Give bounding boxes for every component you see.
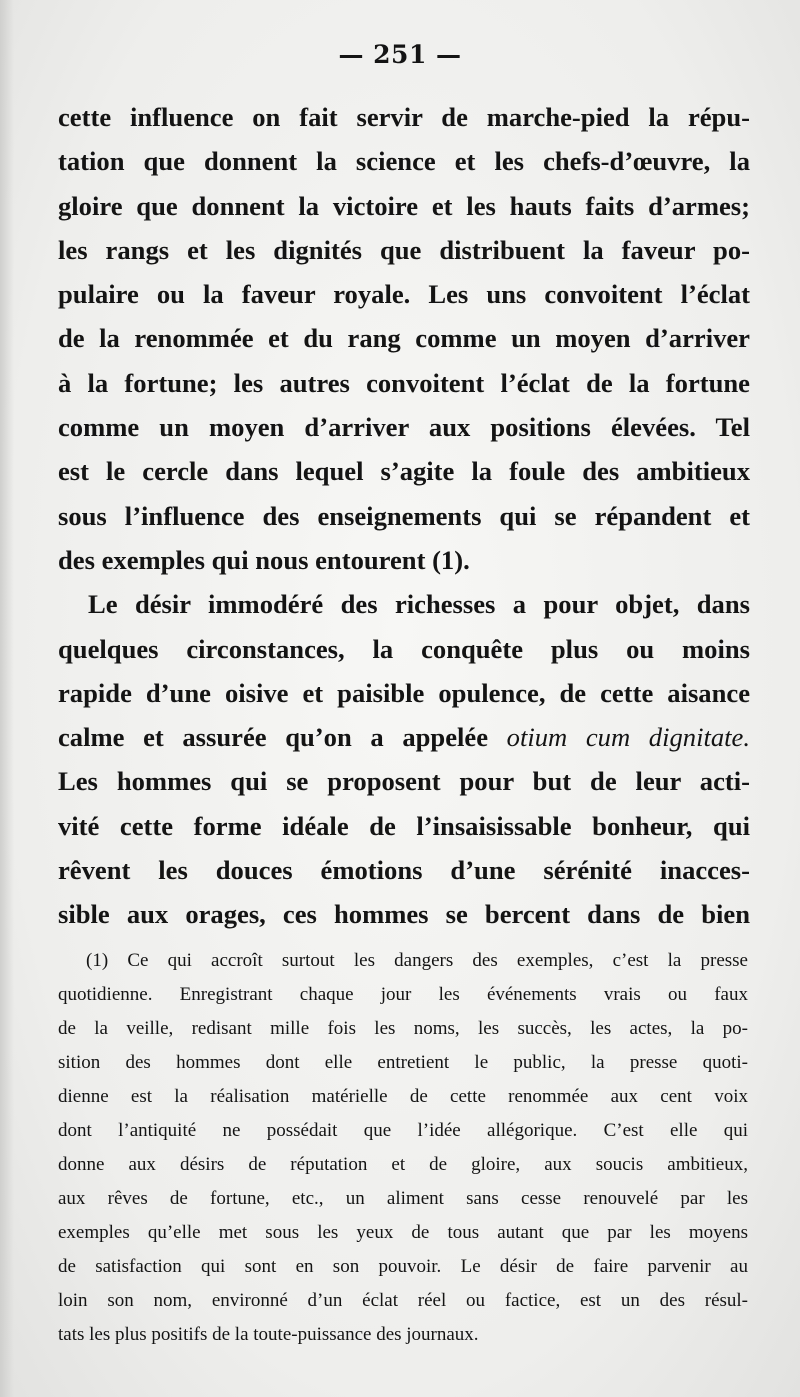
footnote-line: sition des hommes dont elle entretient le public, la presse quoti- bbox=[58, 1052, 748, 1073]
footnote-line: (1) Ce qui accroît surtout les dangers des exemples, c’est la presse bbox=[86, 950, 748, 971]
page-number: — 251 — bbox=[338, 40, 462, 69]
text-line: les rangs et les dignités que distribuent la faveur po- bbox=[58, 234, 750, 265]
text-line: vité cette forme idéale de l’insaisissable bonheur, qui bbox=[58, 810, 750, 841]
text-segment: calme et assurée qu’on a appelée bbox=[58, 722, 507, 753]
page-gutter-shadow bbox=[0, 0, 14, 1397]
italic-latin-phrase: otium cum dignitate. bbox=[506, 722, 750, 753]
text-line: Le désir immodéré des richesses a pour objet, dans bbox=[88, 589, 750, 620]
main-text bbox=[58, 95, 750, 937]
text-line-with-italic bbox=[58, 715, 750, 759]
footnote-line: aux rêves de fortune, etc., un aliment sans cesse renouvelé par les bbox=[58, 1188, 748, 1209]
footnote-line: loin son nom, environné d’un éclat réel ou factice, est un des résul- bbox=[58, 1290, 748, 1311]
text-line: quelques circonstances, la conquête plus ou moins bbox=[58, 633, 750, 664]
text-line: à la fortune; les autres convoitent l’éclat de la fortune bbox=[58, 367, 750, 398]
footnote-line: donne aux désirs de réputation et de gloire, aux soucis ambitieux, bbox=[58, 1154, 748, 1175]
text-line: sous l’influence des enseignements qui se répandent et bbox=[58, 500, 750, 531]
text-line: de la renommée et du rang comme un moyen d’arriver bbox=[58, 323, 750, 354]
text-line: rapide d’une oisive et paisible opulence, de cette aisance bbox=[58, 677, 750, 708]
text-line: est le cercle dans lequel s’agite la foule des ambitieux bbox=[58, 456, 750, 487]
footnote bbox=[58, 944, 748, 1352]
footnote-line: de la veille, redisant mille fois les noms, les succès, les actes, la po- bbox=[58, 1018, 748, 1039]
text-line: sible aux orages, ces hommes se bercent dans de bien bbox=[58, 899, 750, 930]
text-line: comme un moyen d’arriver aux positions élevées. Tel bbox=[58, 412, 750, 443]
text-line: tation que donnent la science et les chefs-d’œuvre, la bbox=[58, 146, 750, 177]
text-line: des exemples qui nous entourent (1). bbox=[58, 544, 470, 575]
footnote-line: exemples qu’elle met sous les yeux de tous autant que par les moyens bbox=[58, 1222, 748, 1243]
footnote-line: dienne est la réalisation matérielle de cette renommée aux cent voix bbox=[58, 1086, 748, 1107]
text-line: gloire que donnent la victoire et les hauts faits d’armes; bbox=[58, 190, 750, 221]
footnote-line: dont l’antiquité ne possédait que l’idée allégorique. C’est elle qui bbox=[58, 1120, 748, 1141]
text-line: rêvent les douces émotions d’une sérénité inacces- bbox=[58, 855, 750, 886]
footnote-line: de satisfaction qui sont en son pouvoir. Le désir de faire parvenir au bbox=[58, 1256, 748, 1277]
text-line: Les hommes qui se proposent pour but de leur acti- bbox=[58, 766, 750, 797]
footnote-line: quotidienne. Enregistrant chaque jour les événements vrais ou faux bbox=[58, 984, 748, 1005]
footnote-line: tats les plus positifs de la toute-puissance des journaux. bbox=[58, 1324, 479, 1345]
text-line: cette influence on fait servir de marche-pied la répu- bbox=[58, 102, 750, 132]
text-line: pulaire ou la faveur royale. Les uns convoitent l’éclat bbox=[58, 279, 750, 310]
